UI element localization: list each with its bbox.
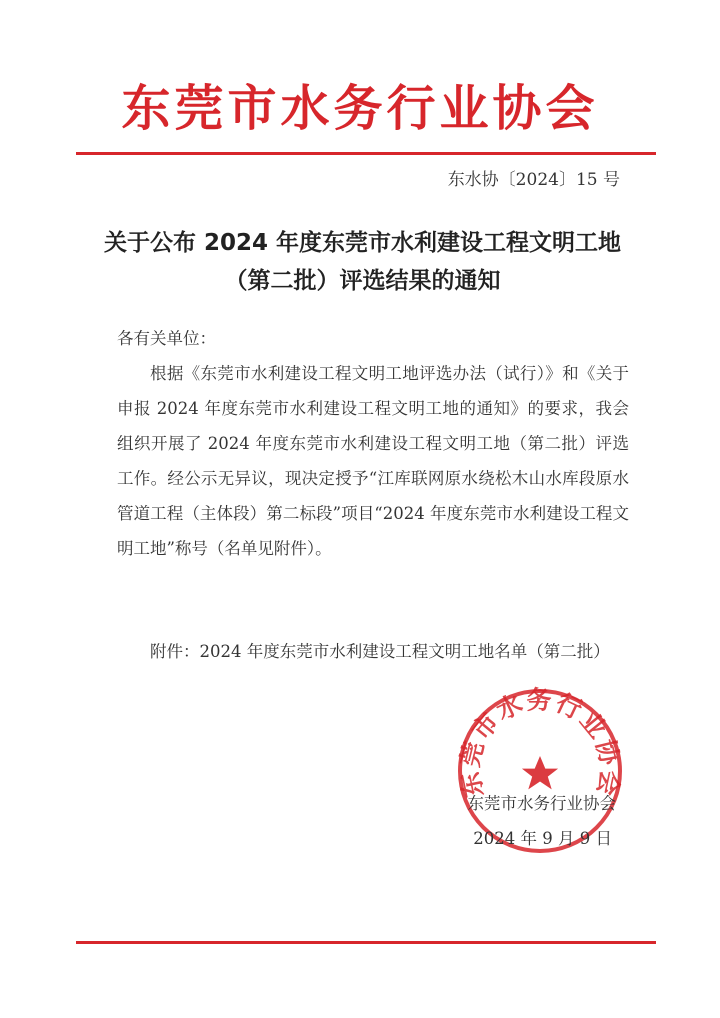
- attachment-note: 附件：2024 年度东莞市水利建设工程文明工地名单（第二批）: [150, 642, 610, 661]
- body-paragraph: 根据《东莞市水利建设工程文明工地评选办法（试行）》和《关于申报 2024 年度东莞市水利建设工程文明工地的通知》的要求，我会组织开展了 2024 年度东莞市水利建设工程文明工地（第二批）评选工作。经公示无异议，现决定授予“江库联网原水绕松木山水库段原水管道工程（主体段）第二标段”项目“2024 年度东莞市水利建设工程文明工地”称号（名单见附件）。: [117, 364, 629, 558]
- letterhead-red-rule: [76, 152, 656, 155]
- signature-date: 2024 年 9 月 9 日: [473, 829, 612, 848]
- seal-text: 东莞市水务行业协会: [455, 686, 625, 800]
- document-number: 东水协〔2024〕15 号: [447, 170, 620, 190]
- signature-organization: 东莞市水务行业协会: [467, 794, 616, 813]
- document-title: 关于公布 2024 年度东莞市水利建设工程文明工地（第二批）评选结果的通知: [103, 230, 622, 294]
- footer-red-rule: [76, 941, 656, 944]
- svg-text:东莞市水务行业协会: [455, 686, 625, 800]
- salutation: 各有关单位：: [117, 329, 216, 348]
- seal-star-icon: [522, 756, 558, 789]
- letterhead-organization: 东莞市水务行业协会: [121, 79, 599, 137]
